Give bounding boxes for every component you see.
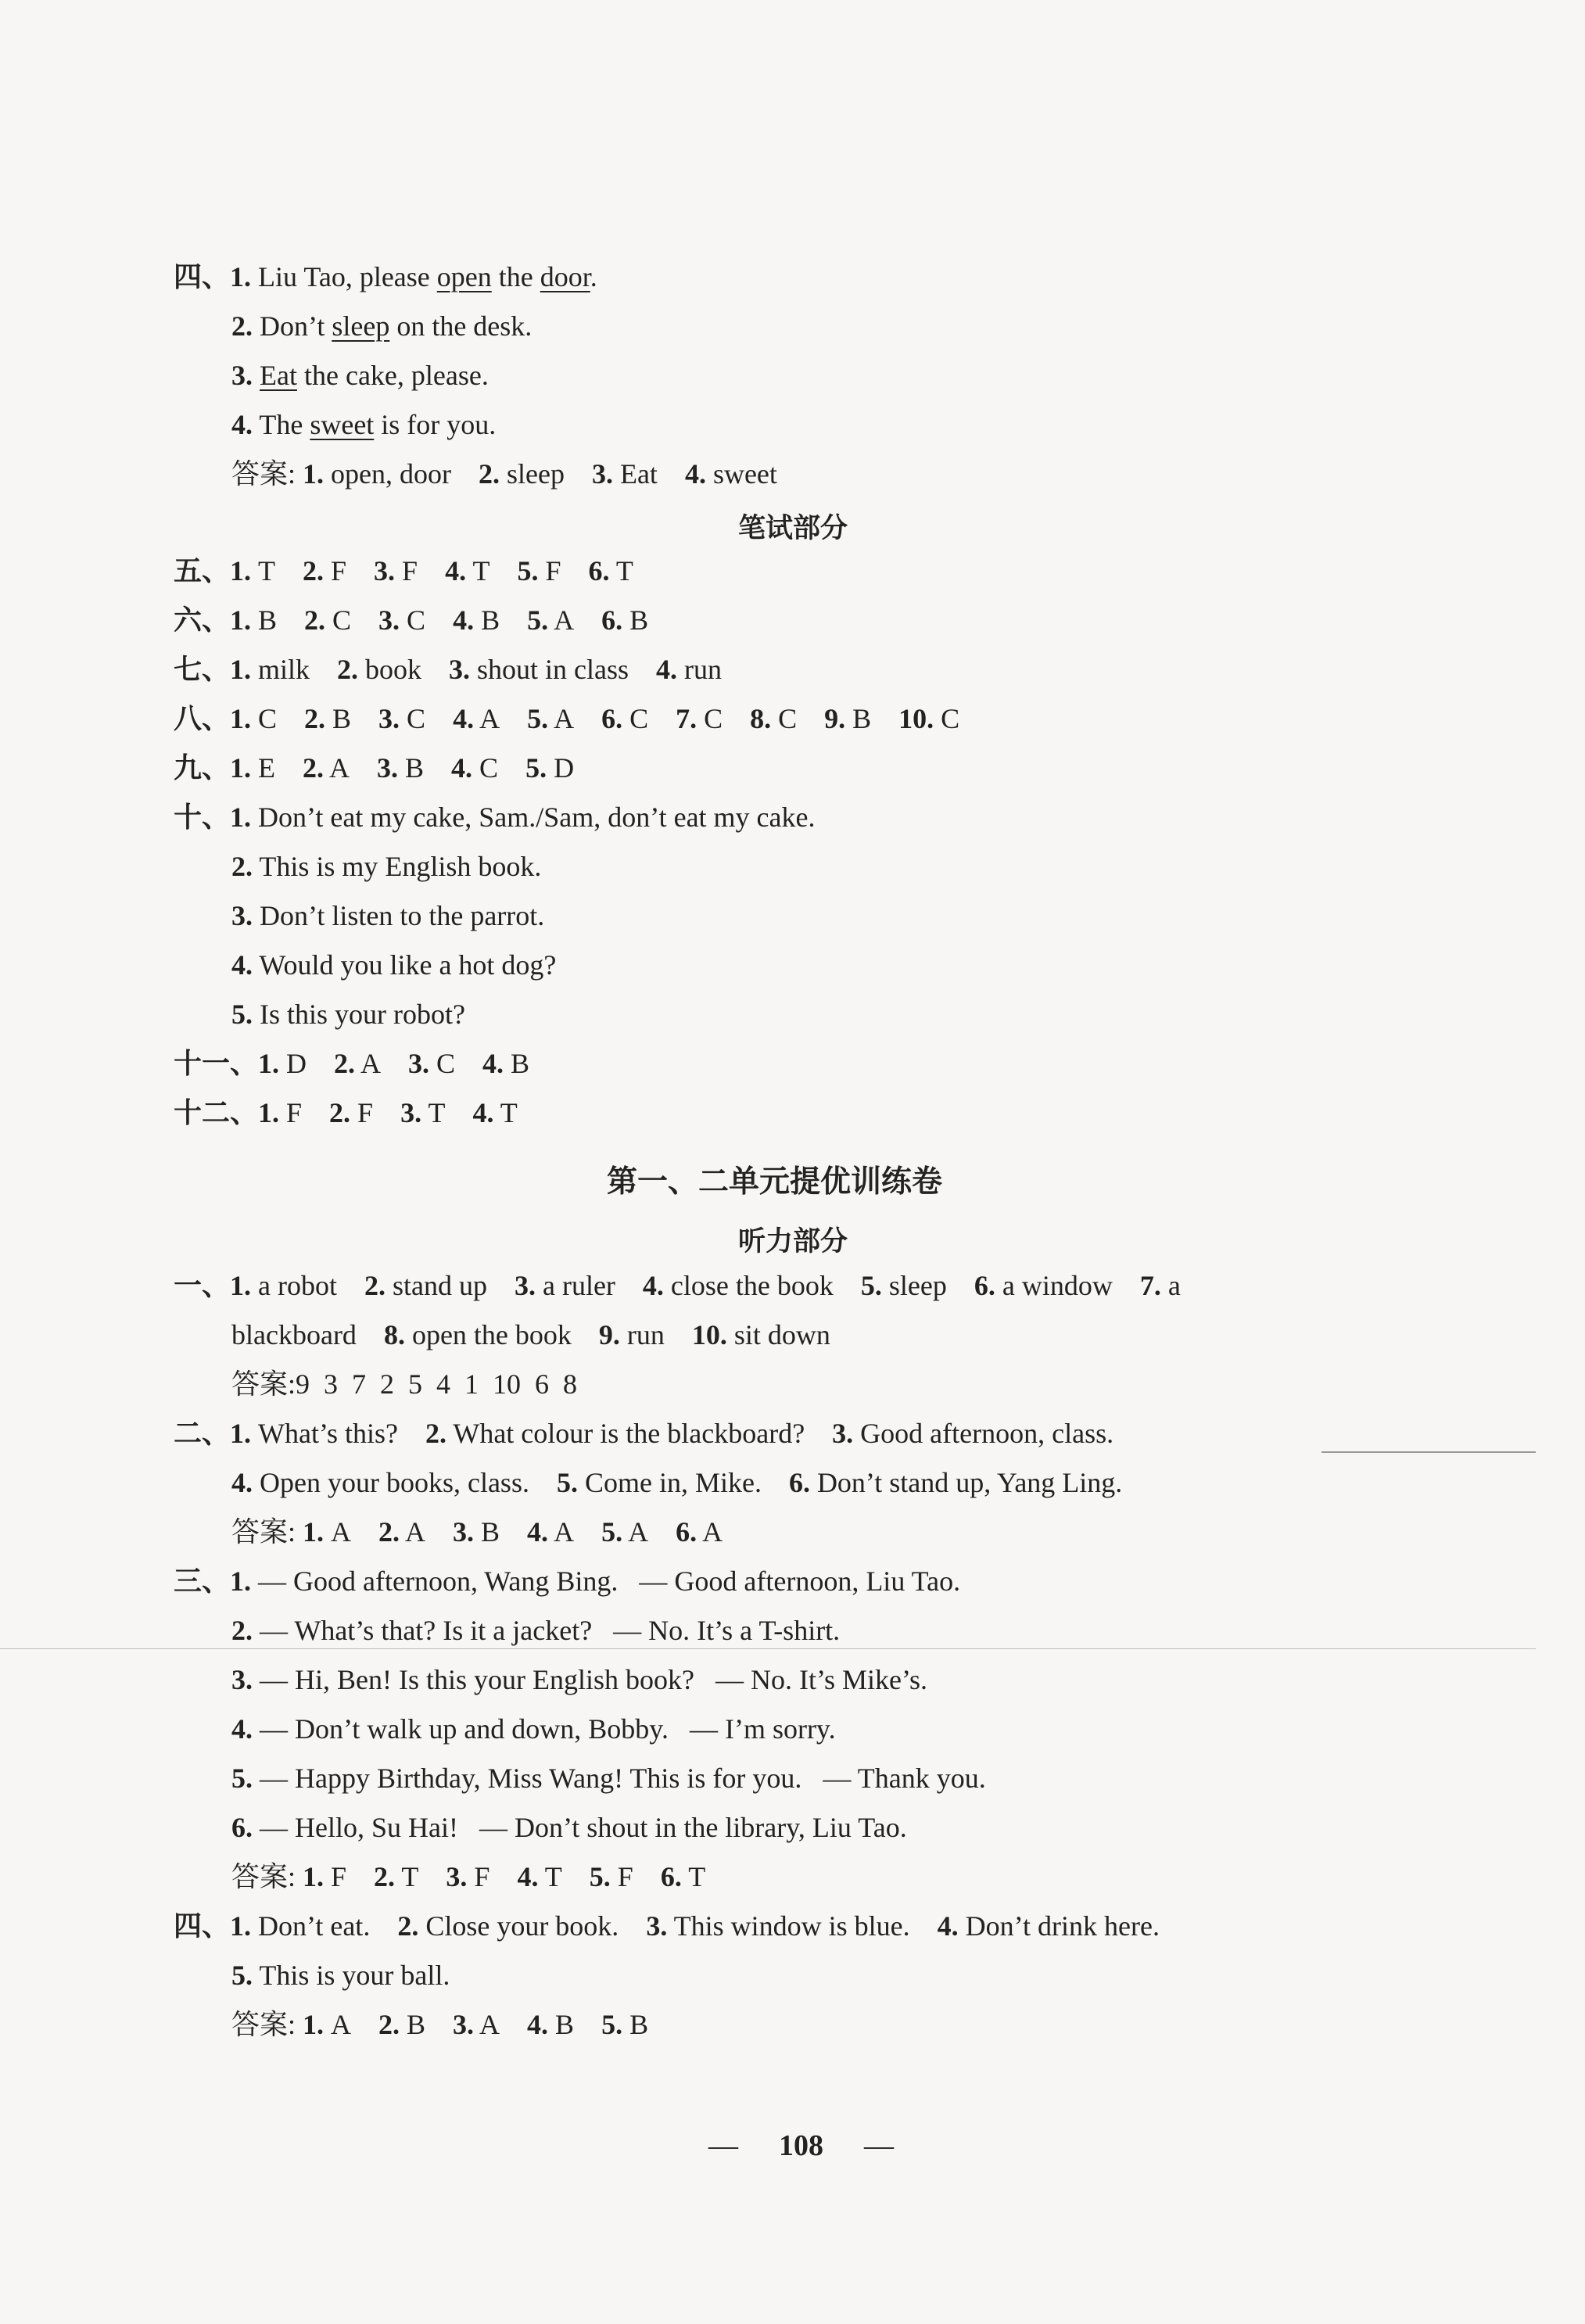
u1-line1: 一、1. a robot 2. stand up 3. a ruler 4. close the book 5. sleep 6. a window 7. a [174,1270,1181,1301]
sec7-answers: 七、1. milk 2. book 3. shout in class 4. run [174,654,723,685]
section-number: 八、 [174,703,231,734]
underlined-word: Eat [260,360,297,391]
unit-title: 第一、二单元提优训练卷 [607,1164,943,1200]
answer-label: 答案: [231,1368,296,1400]
section-number: 一、 [174,1270,231,1301]
sec4-q3: 3. Eat the cake, please. [231,360,489,391]
section-number: 三、 [174,1565,231,1597]
answer-label: 答案: [231,1516,296,1548]
answer-label: 答案: [231,2009,296,2040]
u3-answers: 答案: 1. F 2. T 3. F 4. T 5. F 6. T [231,1861,706,1892]
underlined-word: sleep [332,310,390,342]
scan-line-artifact [0,1648,1536,1649]
u4-answers: 答案: 1. A 2. B 3. A 4. B 5. B [231,2009,649,2040]
underlined-word: door [540,261,590,292]
u3-line1: 三、1. — Good afternoon, Wang Bing. — Good afternoon, Liu Tao. [174,1565,961,1597]
sec10-line2: 2. This is my English book. [231,851,542,882]
u2-line1: 二、1. What’s this? 2. What colour is the blackboard? 3. Good afternoon, class. [174,1418,1114,1449]
sec9-answers: 九、1. E 2. A 3. B 4. C 5. D [174,752,575,784]
u4-line1: 四、1. Don’t eat. 2. Close your book. 3. This window is blue. 4. Don’t drink here. [174,1910,1160,1942]
written-section-heading: 笔试部分 [738,513,848,544]
sec10-line1: 十、1. Don’t eat my cake, Sam./Sam, don’t eat my cake. [174,802,816,833]
section-number: 四、 [174,1910,231,1942]
u3-line6: 6. — Hello, Su Hai! — Don’t shout in the library, Liu Tao. [231,1812,907,1843]
sec5-answers: 五、1. T 2. F 3. F 4. T 5. F 6. T [174,555,633,586]
sec4-answers: 答案: 1. open, door 2. sleep 3. Eat 4. sweet [231,458,777,490]
sec10-line5: 5. Is this your robot? [231,999,465,1030]
section-number: 十一、 [174,1048,259,1079]
scan-line-artifact [1321,1451,1536,1453]
section-number: 九、 [174,752,231,784]
sec11-answers: 十一、1. D 2. A 3. C 4. B [174,1048,530,1079]
sec6-answers: 六、1. B 2. C 3. C 4. B 5. A 6. B [174,604,649,636]
section-number: 二、 [174,1418,231,1449]
section-number: 七、 [174,654,231,685]
sec4-q2: 2. Don’t sleep on the desk. [231,310,533,342]
underlined-word: sweet [310,409,375,440]
answer-label: 答案: [231,1861,296,1892]
section-number: 十、 [174,802,231,833]
listening-section-heading: 听力部分 [738,1226,848,1257]
section-number: 十二、 [174,1097,259,1128]
sec12-answers: 十二、1. F 2. F 3. T 4. T [174,1097,518,1128]
sec4-q4: 4. The sweet is for you. [231,409,497,440]
sec10-line3: 3. Don’t listen to the parrot. [231,900,545,931]
sec8-answers: 八、1. C 2. B 3. C 4. A 5. A 6. C 7. C 8. C 9. B 10. C [174,703,960,734]
u3-line5: 5. — Happy Birthday, Miss Wang! This is for you. — Thank you. [231,1763,986,1794]
u2-answers: 答案: 1. A 2. A 3. B 4. A 5. A 6. A [231,1516,723,1548]
page-number: — 108 — [708,2129,894,2162]
u4-line2: 5. This is your ball. [231,1960,450,1991]
u1-answers: 答案:9 3 7 2 5 4 1 10 6 8 [231,1368,578,1400]
underlined-word: open [436,261,492,292]
u3-line4: 4. — Don’t walk up and down, Bobby. — I’m sorry. [231,1713,836,1745]
section-number: 四、 [174,261,231,292]
u3-line2: 2. — What’s that? Is it a jacket? — No. It’s a T-shirt. [231,1615,841,1646]
sec4-q1: 四、1. Liu Tao, please open the door. [174,261,597,292]
section-number: 五、 [174,555,231,586]
u1-line2: blackboard 8. open the book 9. run 10. sit down [231,1319,830,1350]
section-number: 六、 [174,604,231,636]
sec10-line4: 4. Would you like a hot dog? [231,949,557,981]
u2-line2: 4. Open your books, class. 5. Come in, Mike. 6. Don’t stand up, Yang Ling. [231,1467,1123,1498]
u3-line3: 3. — Hi, Ben! Is this your English book? — No. It’s Mike’s. [231,1664,927,1695]
answer-label: 答案: [231,458,296,490]
